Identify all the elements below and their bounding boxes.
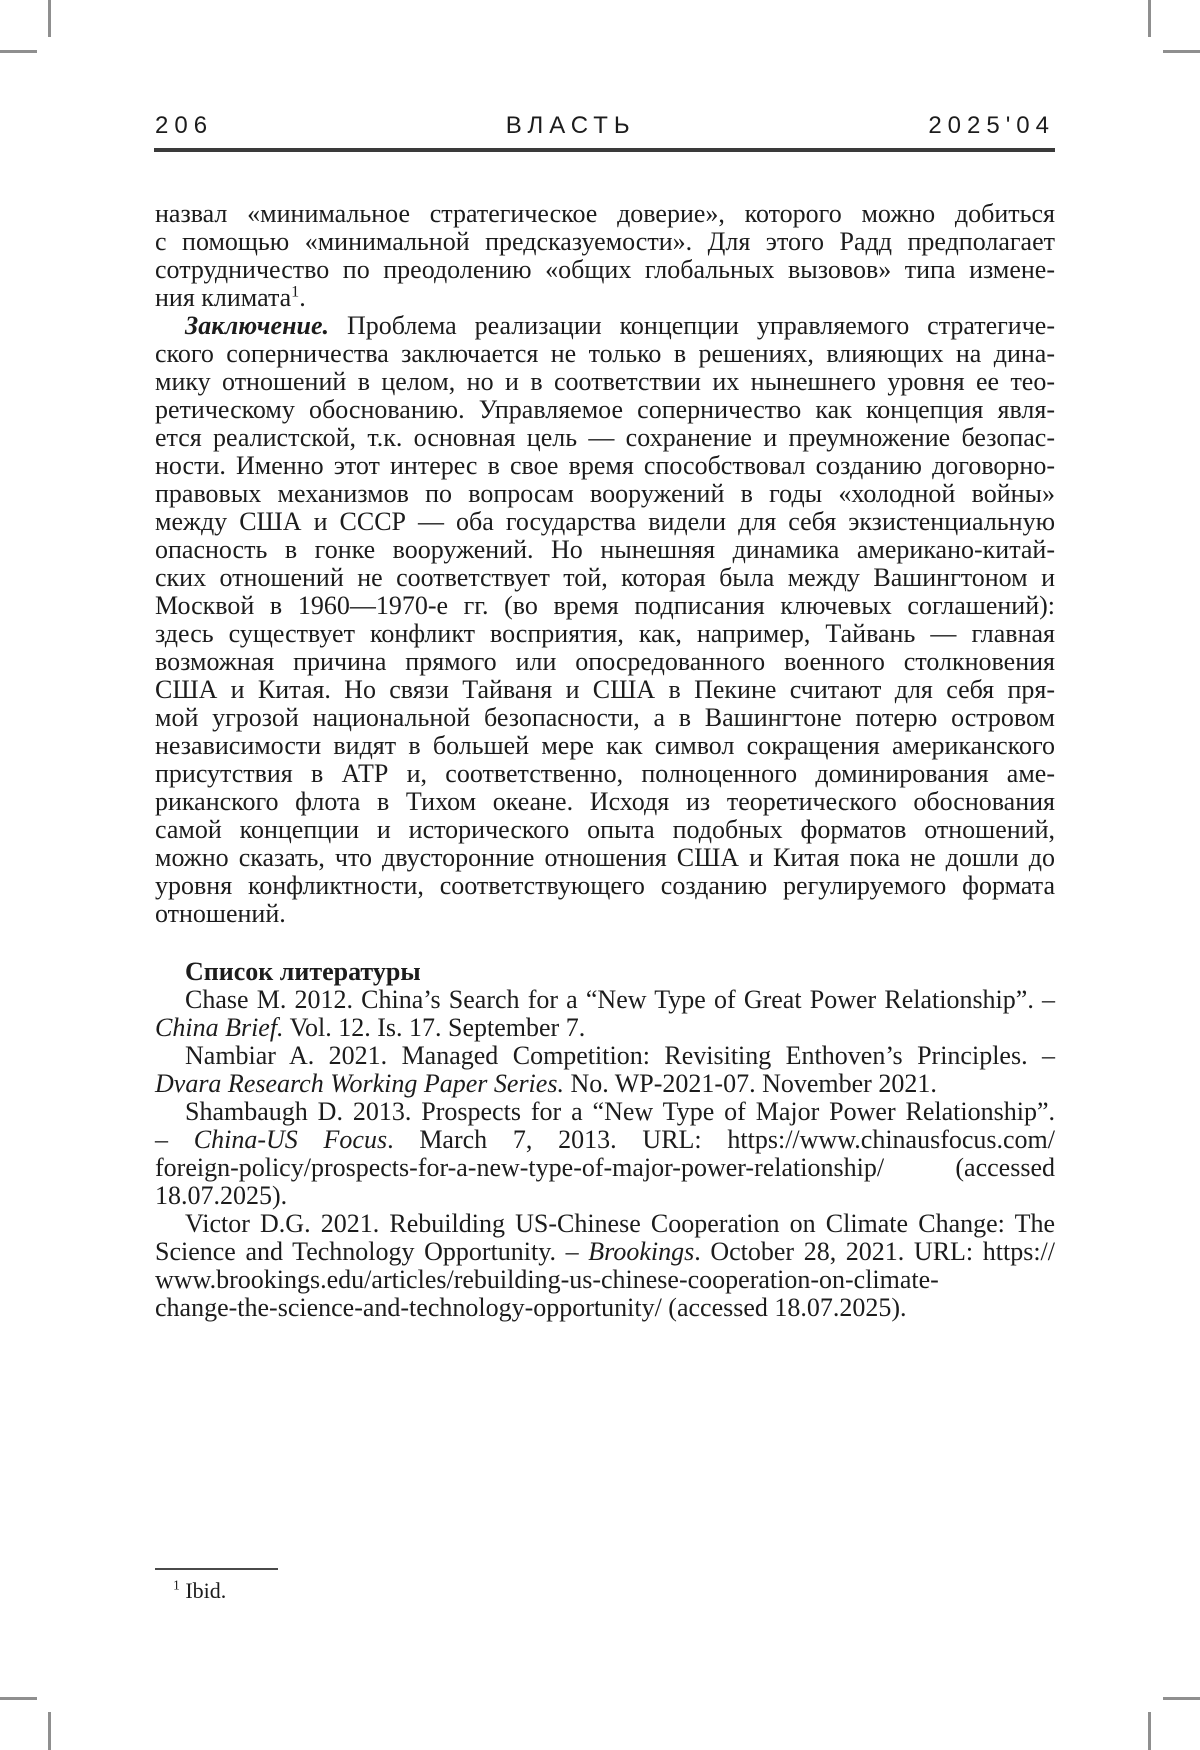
text-line <box>155 1266 1055 1294</box>
text-segment: . <box>299 283 306 312</box>
text-segment: риканского флота в Тихом океане. Исходя из теоретического обоснования <box>155 787 1055 816</box>
text-segment: ского соперничества заключается не только в решениях, влияющих на дина- <box>155 339 1055 368</box>
text-segment: ния климата <box>155 283 292 312</box>
paragraph <box>155 312 1055 928</box>
text-segment: США и Китая. Но связи Тайваня и США в Пекине считают для себя пря- <box>155 675 1055 704</box>
text-line <box>155 1238 1055 1266</box>
text-segment: – <box>155 1125 194 1154</box>
text-line <box>155 648 1055 676</box>
paragraph <box>155 1210 1055 1322</box>
text-line <box>155 228 1055 256</box>
journal-title: ВЛАСТЬ <box>505 112 636 139</box>
text-segment: независимости видят в большей мере как символ сокращения американского <box>155 731 1055 760</box>
text-line <box>155 284 1055 312</box>
page-number: 206 <box>155 112 214 139</box>
text-line <box>155 816 1055 844</box>
text-line <box>155 312 1055 340</box>
header-rule <box>154 148 1055 152</box>
text-segment: www.brookings.edu/articles/rebuilding-us-chinese-cooperation-on-climate- <box>155 1265 939 1294</box>
text-line <box>155 200 1055 228</box>
text-segment: мой угрозой национальной безопасности, а в Вашингтоне потерю островом <box>155 703 1055 732</box>
crop-mark-line <box>1148 1712 1151 1750</box>
text-segment: здесь существует конфликт восприятия, как, например, Тайвань — главная <box>155 619 1055 648</box>
text-segment: foreign-policy/prospects-for-a-new-type-of-major-power-relationship/ (accessed <box>155 1153 1055 1182</box>
text-line <box>155 788 1055 816</box>
text-segment: . October 28, 2021. URL: https:// <box>694 1237 1056 1266</box>
text-line <box>155 396 1055 424</box>
footnote-marker: 1 <box>173 1577 180 1593</box>
text-segment: change-the-science-and-technology-opportunity/ (accessed 18.07.2025). <box>155 1293 907 1322</box>
paragraph <box>155 1042 1055 1098</box>
body-text <box>155 200 1055 928</box>
text-line <box>155 1210 1055 1238</box>
text-line <box>155 564 1055 592</box>
text-segment: . March 7, 2013. URL: https://www.chinausfocus.com/ <box>387 1125 1056 1154</box>
text-line <box>155 592 1055 620</box>
text-segment: China Brief. <box>155 1013 284 1042</box>
text-line <box>155 1182 1055 1210</box>
crop-mark-line <box>0 50 37 53</box>
text-segment: China-US Focus <box>193 1125 388 1154</box>
text-line <box>155 620 1055 648</box>
text-line <box>155 1294 1055 1322</box>
crop-mark-line <box>1163 1697 1200 1700</box>
text-segment: назвал «минимальное стратегическое доверие», которого можно добиться <box>155 199 1055 228</box>
text-segment: Nambiar A. 2021. Managed Competition: Revisiting Enthoven’s Principles. – <box>185 1041 1055 1070</box>
text-segment: отношений. <box>155 899 286 928</box>
text-segment: 1 <box>291 283 300 301</box>
running-head <box>155 112 1055 140</box>
text-line <box>155 508 1055 536</box>
text-segment: Chase M. 2012. China’s Search for a “New Type of Great Power Relationship”. – <box>185 985 1055 1014</box>
crop-mark-line <box>1148 0 1151 37</box>
text-segment: Заключение. <box>185 311 330 340</box>
article-text-column <box>155 200 1055 1322</box>
text-segment: Shambaugh D. 2013. Prospects for a “New Type of Major Power Relationship”. <box>185 1097 1055 1126</box>
text-segment: уровня конфликтности, соответствующего созданию регулируемого формата <box>155 871 1055 900</box>
text-line <box>155 676 1055 704</box>
text-line <box>155 732 1055 760</box>
text-segment: мику отношений в целом, но и в соответствии их нынешнего уровня ее тео- <box>155 367 1055 396</box>
text-line <box>155 760 1055 788</box>
text-segment: Проблема реализации концепции управляемого стратегиче- <box>329 311 1055 340</box>
text-line <box>155 424 1055 452</box>
paragraph <box>155 200 1055 312</box>
footnote-rule <box>155 1568 278 1570</box>
text-line <box>155 704 1055 732</box>
crop-mark-line <box>0 1697 37 1700</box>
text-line <box>155 1042 1055 1070</box>
text-line <box>155 368 1055 396</box>
text-line <box>155 900 1055 928</box>
text-line <box>155 844 1055 872</box>
text-segment: самой концепции и исторического опыта подобных форматов отношений, <box>155 815 1055 844</box>
crop-mark-line <box>1163 50 1200 53</box>
bibliography-heading: Список литературы <box>185 957 421 986</box>
text-line <box>155 256 1055 284</box>
paragraph <box>155 986 1055 1042</box>
footnote-block <box>155 1568 915 1604</box>
text-segment: ности. Именно этот интерес в свое время способствовал созданию договорно- <box>155 451 1055 480</box>
paragraph <box>155 1098 1055 1210</box>
bibliography-entries <box>155 986 1055 1322</box>
text-segment: Москвой в 1960—1970-е гг. (во время подписания ключевых соглашений): <box>155 591 1055 620</box>
text-line <box>155 452 1055 480</box>
text-line <box>155 1014 1055 1042</box>
text-segment: ских отношений не соответствует той, которая была между Вашингтоном и <box>155 563 1055 592</box>
text-segment: Brookings <box>588 1237 695 1266</box>
text-segment: ется реалистской, т.к. основная цель — сохранение и преумножение безопас- <box>155 423 1055 452</box>
text-segment: возможная причина прямого или опосредованного военного столкновения <box>155 647 1055 676</box>
text-segment: между США и СССР — оба государства видели для себя экзистенциальную <box>155 507 1055 536</box>
text-segment: можно сказать, что двусторонние отношения США и Китая пока не дошли до <box>155 843 1055 872</box>
issue-label: 2025'04 <box>928 112 1055 139</box>
footnote-label: Ibid. <box>185 1578 227 1603</box>
text-segment: No. WP-2021-07. November 2021. <box>563 1069 937 1098</box>
text-segment: Science and Technology Opportunity. – <box>155 1237 589 1266</box>
text-segment: опасность в гонке вооружений. Но нынешняя динамика американо-китай- <box>155 535 1055 564</box>
text-segment: с помощью «минимальной предсказуемости». Для этого Радд предполагает <box>155 227 1055 256</box>
text-segment: правовых механизмов по вопросам вооружений в годы «холодной войны» <box>155 479 1055 508</box>
text-line <box>155 536 1055 564</box>
crop-mark-line <box>48 1712 51 1750</box>
text-segment: сотрудничество по преодолению «общих глобальных вызовов» типа измене- <box>155 255 1055 284</box>
footnote-text <box>155 1578 915 1604</box>
text-segment: Dvara Research Working Paper Series. <box>155 1069 564 1098</box>
text-line <box>155 480 1055 508</box>
text-segment: ретическому обоснованию. Управляемое соперничество как концепция явля- <box>155 395 1055 424</box>
text-line <box>155 1070 1055 1098</box>
text-segment: 18.07.2025). <box>155 1181 288 1210</box>
text-line <box>155 1154 1055 1182</box>
crop-mark-line <box>48 0 51 37</box>
text-line <box>155 340 1055 368</box>
text-line <box>155 1098 1055 1126</box>
text-line <box>155 1126 1055 1154</box>
text-line <box>155 872 1055 900</box>
text-segment: Victor D.G. 2021. Rebuilding US-Chinese Cooperation on Climate Change: The <box>185 1209 1055 1238</box>
text-segment: Vol. 12. Is. 17. September 7. <box>283 1013 586 1042</box>
text-segment: присутствия в АТР и, соответственно, полноценного доминирования аме- <box>155 759 1055 788</box>
text-line <box>155 986 1055 1014</box>
